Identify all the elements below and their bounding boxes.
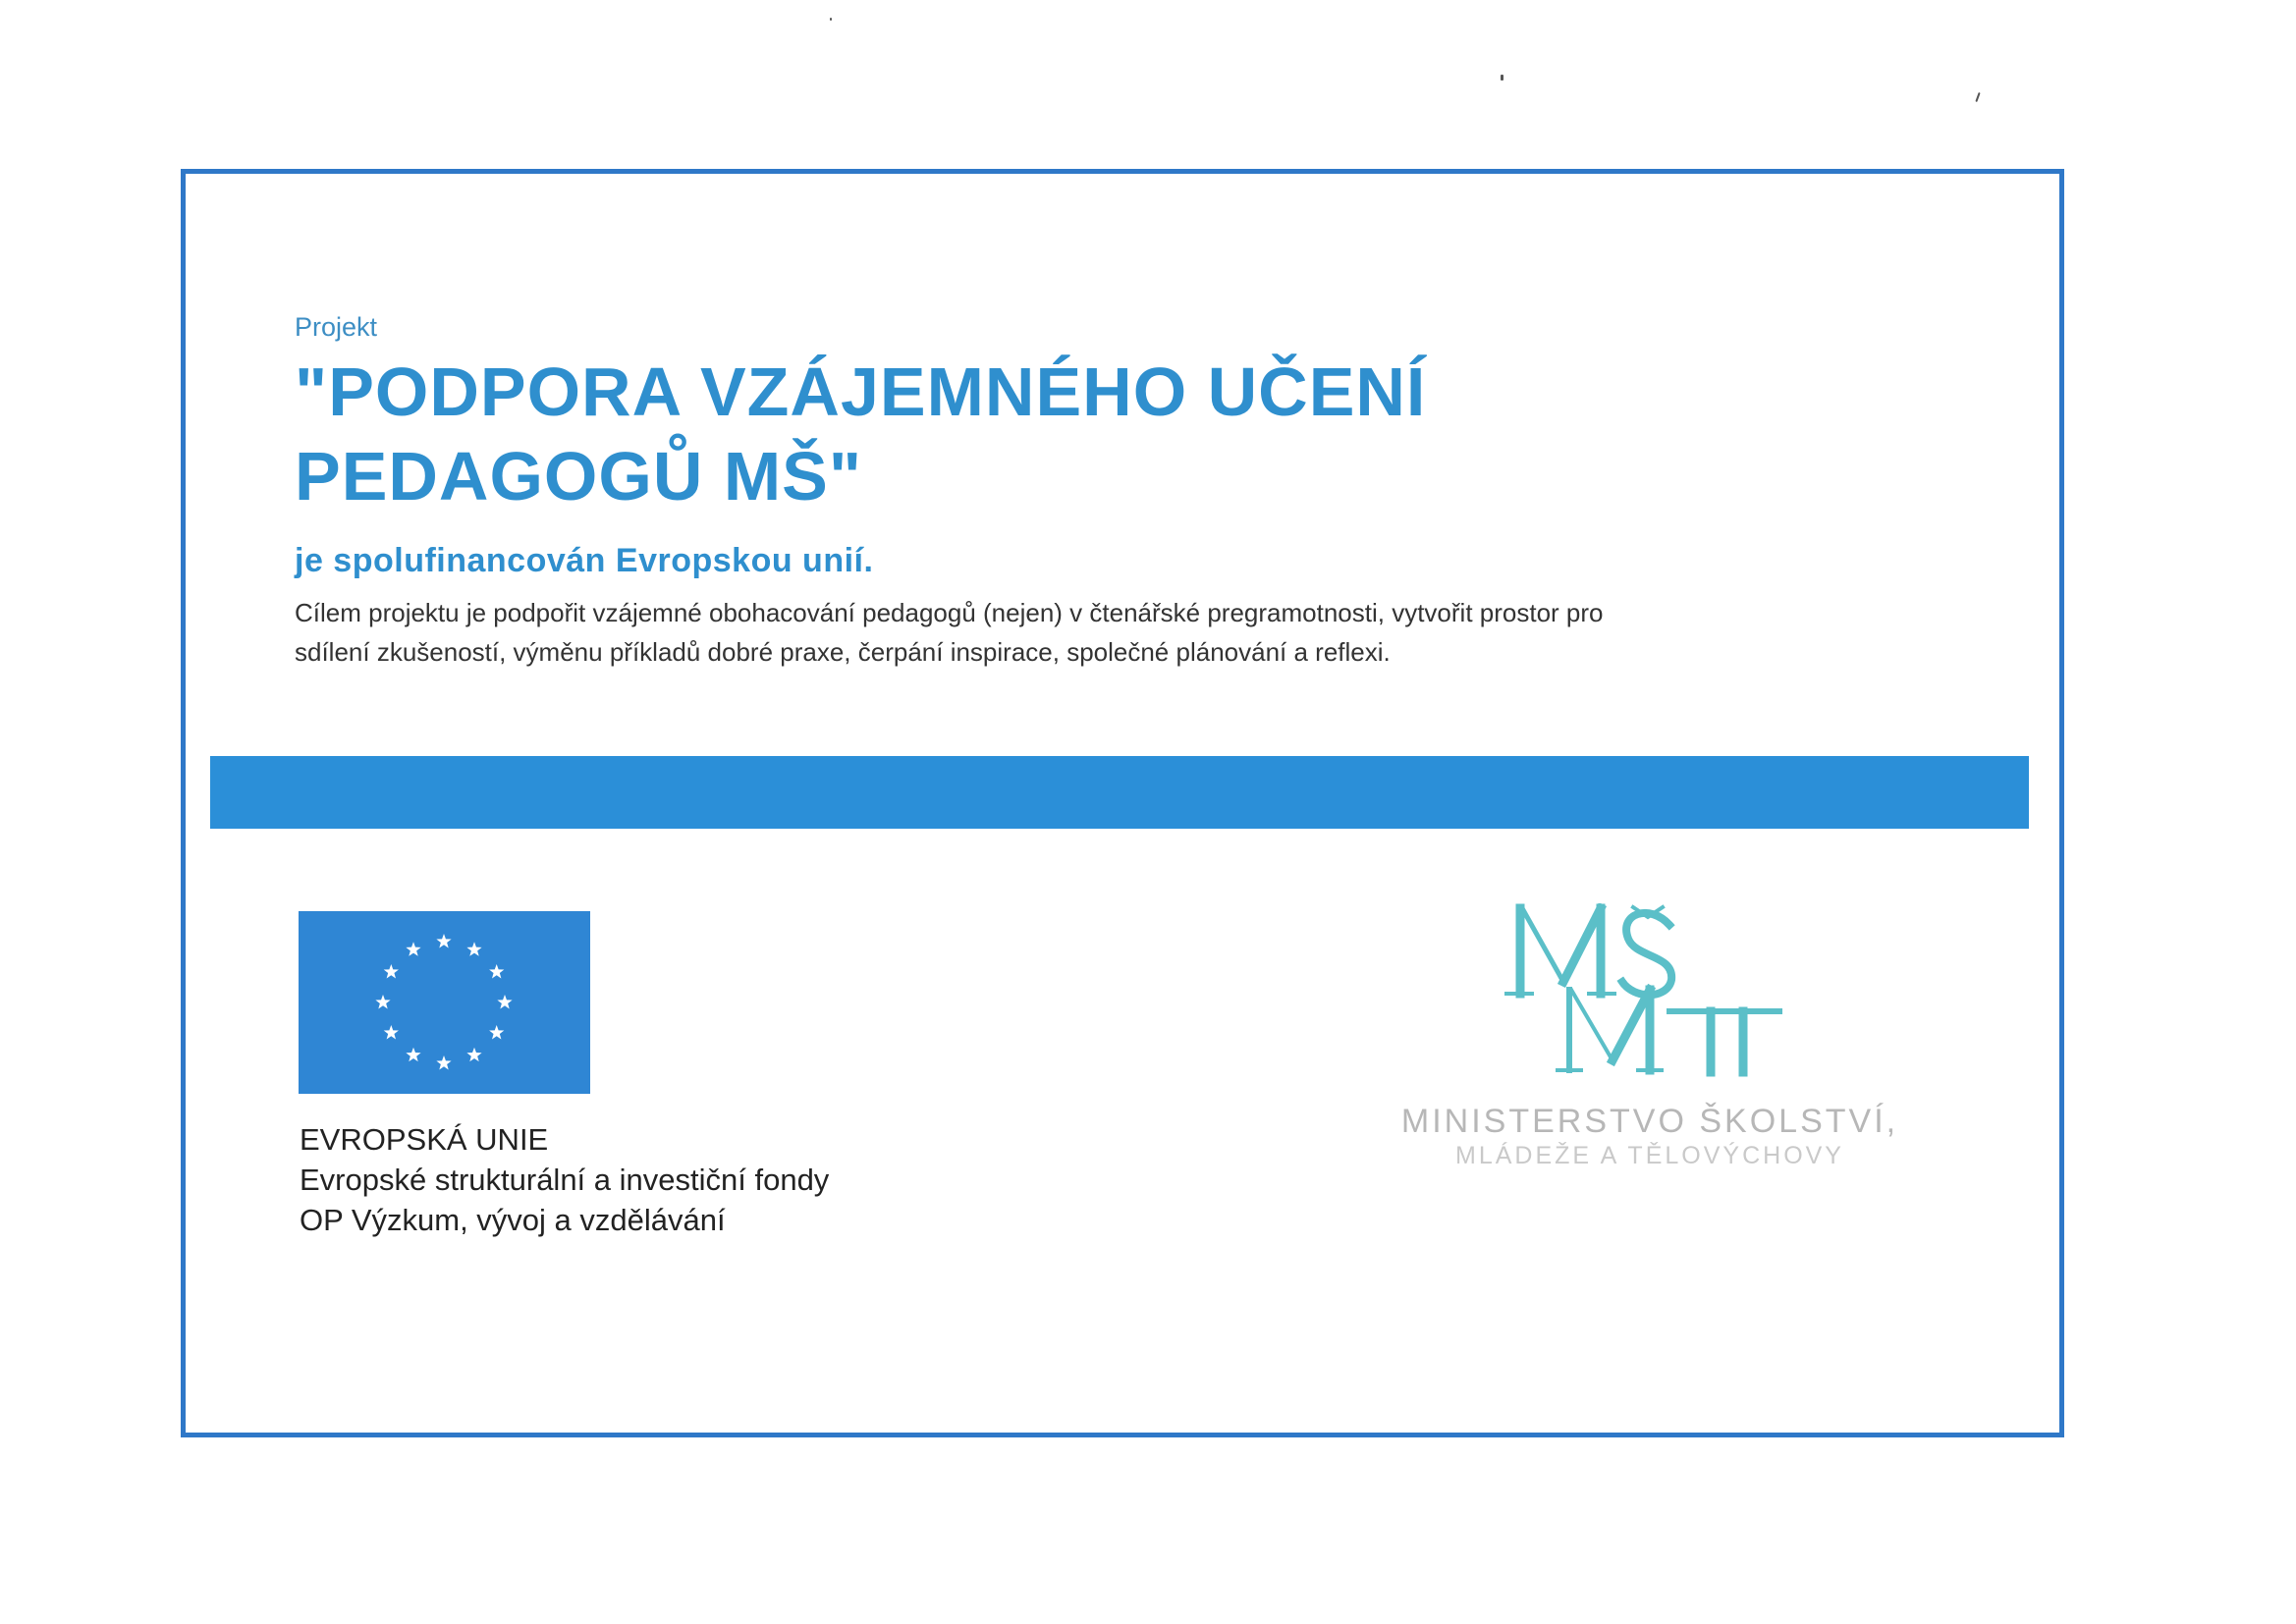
eu-name: EVROPSKÁ UNIE xyxy=(300,1122,549,1157)
eu-star-icon xyxy=(497,995,512,1008)
eu-flag-icon xyxy=(299,911,590,1094)
ministry-name xyxy=(1355,1102,1944,1170)
ministry-name-line-2: MLÁDEŽE A TĚLOVÝCHOVY xyxy=(1455,1142,1844,1169)
eu-star-icon xyxy=(406,1048,420,1061)
eu-star-icon xyxy=(466,1048,481,1061)
eu-star-icon xyxy=(466,942,481,955)
project-title xyxy=(295,350,1768,518)
eu-star-icon xyxy=(375,995,390,1008)
cofinanced-statement: je spolufinancován Evropskou unií. xyxy=(295,542,874,579)
scan-speck xyxy=(1501,75,1503,81)
eu-funds: Evropské strukturální a investiční fondy xyxy=(300,1163,830,1197)
blue-divider-band xyxy=(210,756,2029,829)
project-goal-text xyxy=(295,593,1886,672)
eu-star-icon xyxy=(489,964,504,978)
eu-programme: OP Výzkum, vývoj a vzdělávání xyxy=(300,1203,726,1237)
msmt-logo-icon xyxy=(1503,903,1807,1080)
eu-star-icon xyxy=(436,1056,451,1069)
eu-star-icon xyxy=(384,964,399,978)
project-title-line-2: PEDAGOGŮ MŠ" xyxy=(295,438,863,514)
ministry-name-line-1: MINISTERSTVO ŠKOLSTVÍ, xyxy=(1400,1103,1899,1140)
eu-star-icon xyxy=(406,942,420,955)
eu-star-icon xyxy=(489,1025,504,1039)
scan-speck xyxy=(830,18,832,21)
eu-star-icon xyxy=(384,1025,399,1039)
project-title-line-1: "PODPORA VZÁJEMNÉHO UČENÍ xyxy=(295,353,1427,430)
eu-funding-text xyxy=(300,1119,829,1240)
scan-speck xyxy=(1975,92,1980,102)
project-goal-line-1: Cílem projektu je podpořit vzájemné obohacování pedagogů (nejen) v čtenářské pregramotnosti, vytvořit prostor pro xyxy=(295,598,1604,627)
eu-star-icon xyxy=(436,934,451,947)
project-label: Projekt xyxy=(295,312,378,342)
project-goal-line-2: sdílení zkušeností, výměnu příkladů dobré praxe, čerpání inspirace, společné plánování a reflexi. xyxy=(295,637,1391,667)
